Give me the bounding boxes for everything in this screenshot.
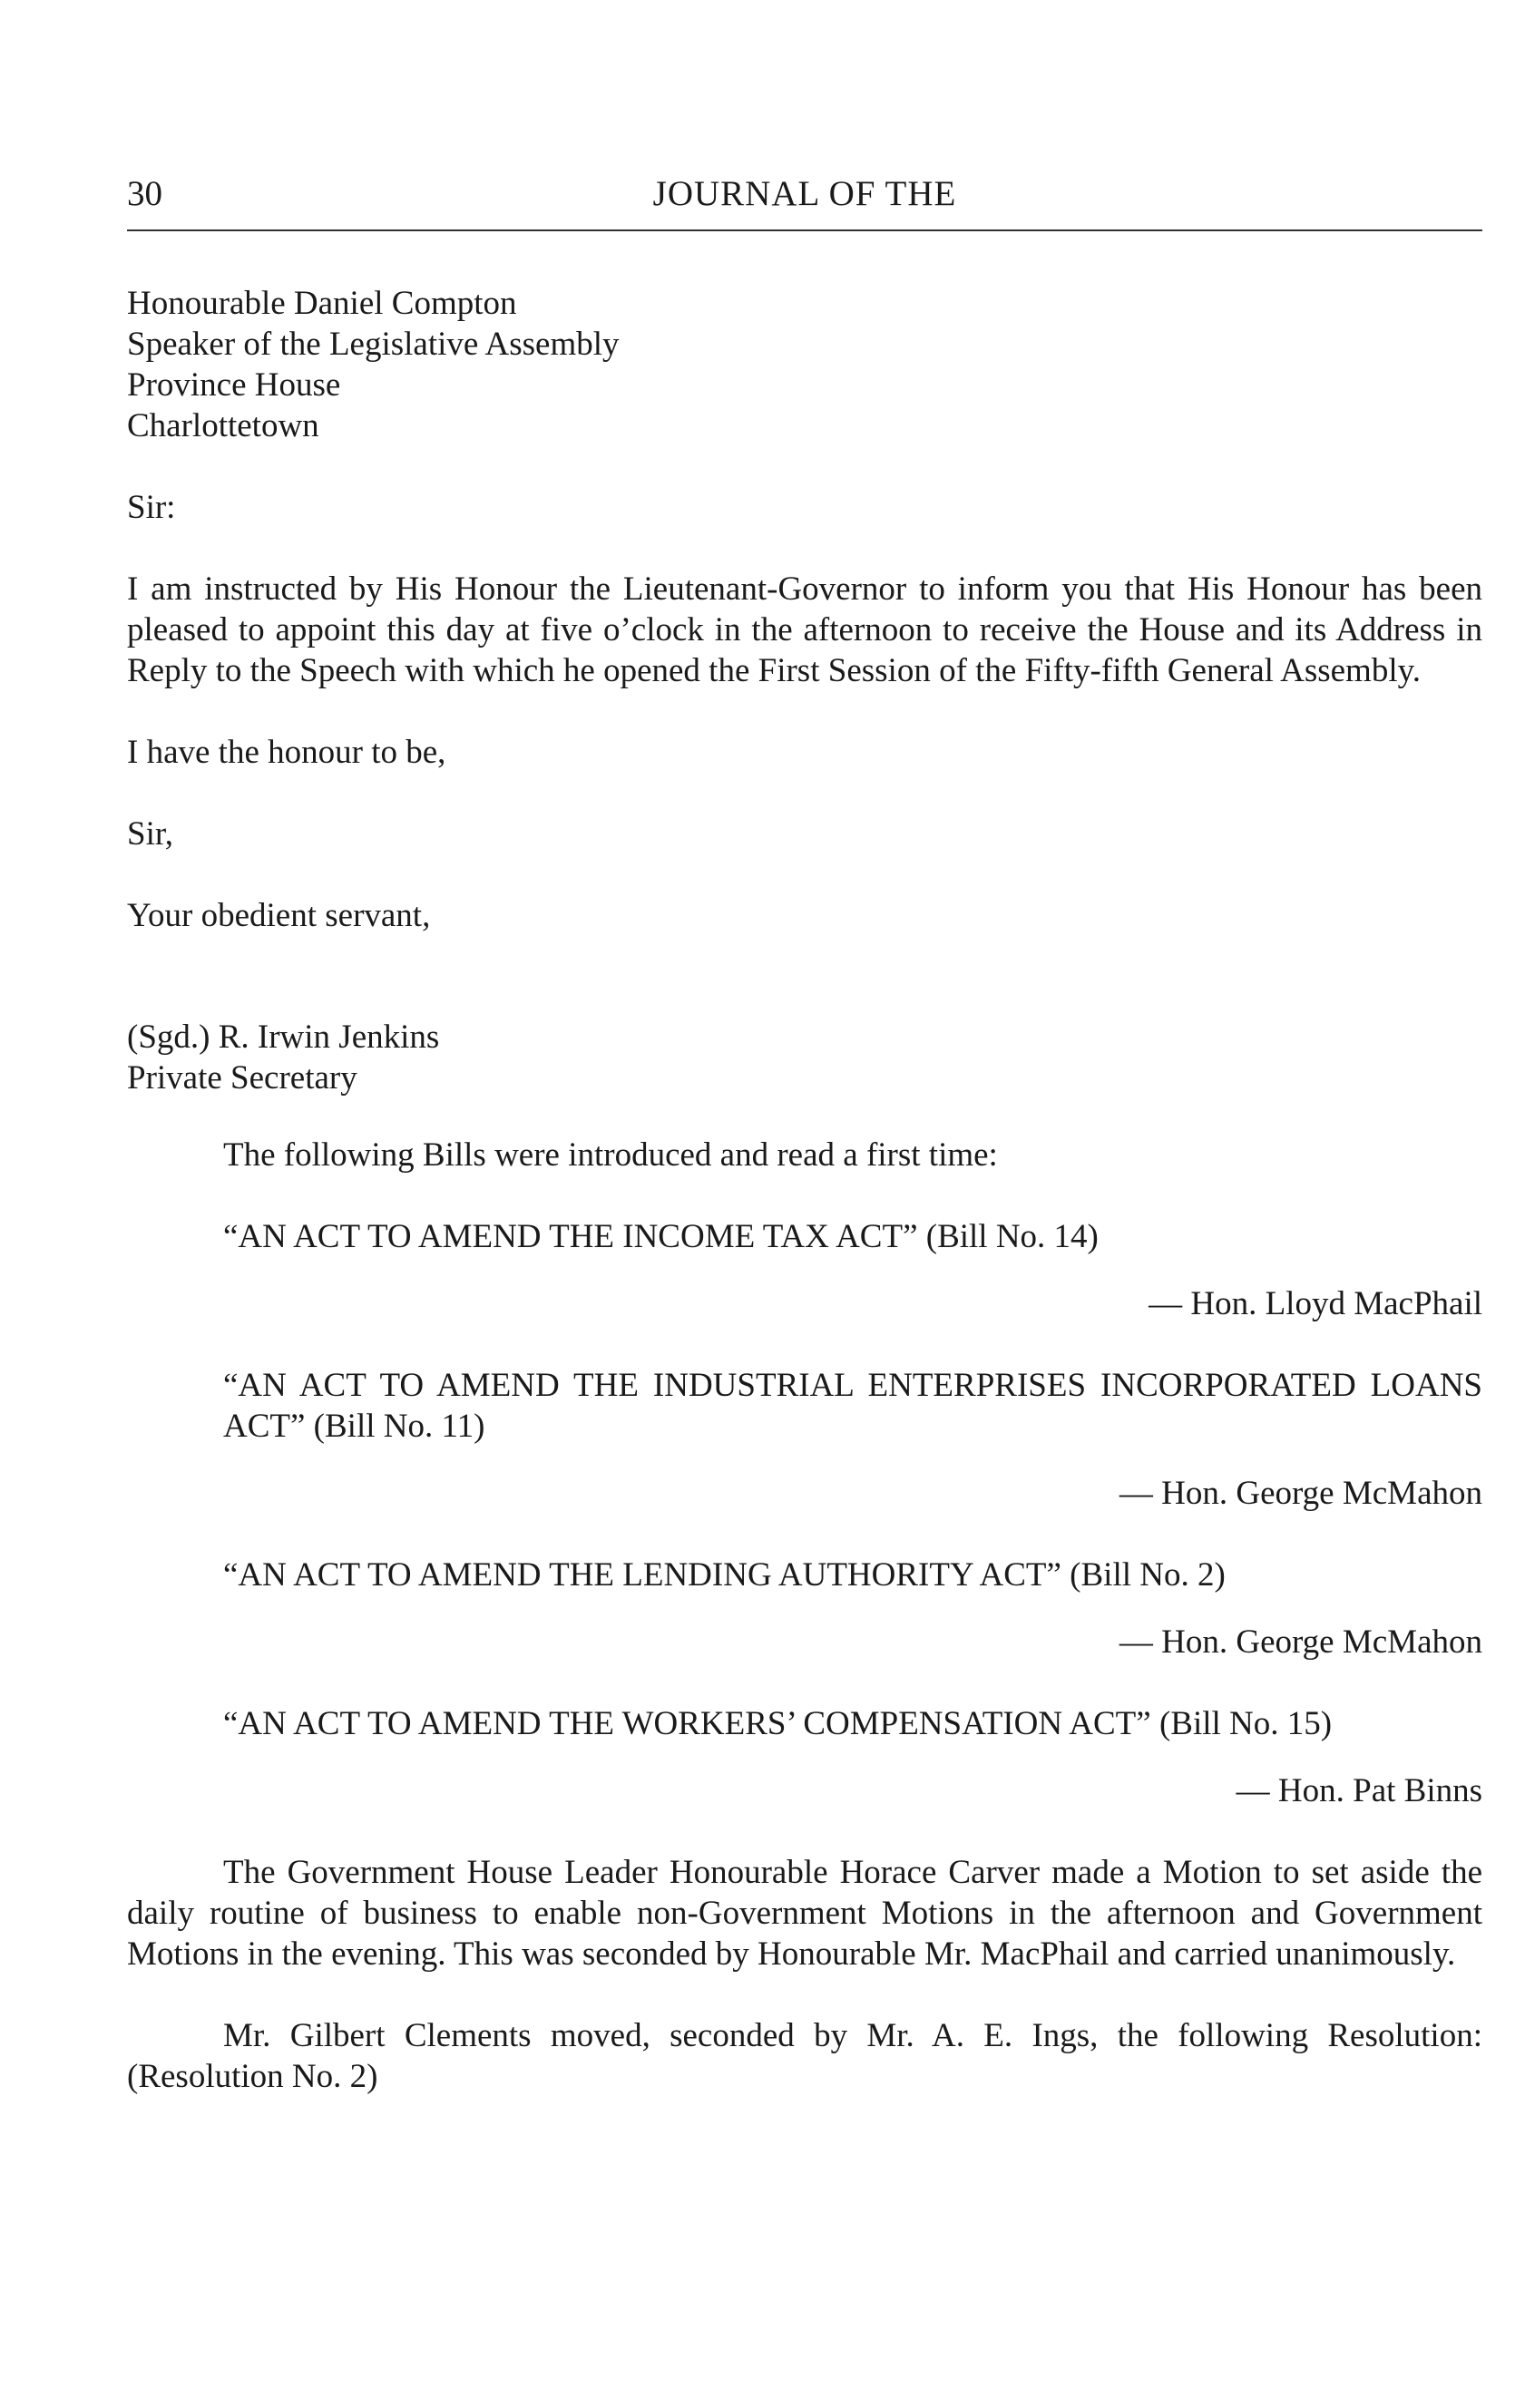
bill-sponsor: — Hon. George McMahon — [1119, 1475, 1482, 1512]
header-rule — [127, 229, 1482, 231]
address-block — [127, 283, 1482, 446]
page-header — [127, 171, 1482, 218]
bill-sponsor: — Hon. Lloyd MacPhail — [1149, 1285, 1482, 1322]
bill-entry — [127, 1216, 1482, 1324]
resolution-paragraph: Mr. Gilbert Clements moved, seconded by Mr. A. E. Ings, the following Resolution: (Resolution No. 2) — [127, 2017, 1482, 2095]
closing-line: I have the honour to be, — [127, 734, 446, 771]
signature-title: Private Secretary — [127, 1059, 357, 1097]
signature-name: (Sgd.) R. Irwin Jenkins — [127, 1019, 440, 1056]
bill-title: “AN ACT TO AMEND THE INDUSTRIAL ENTERPRISES INCORPORATED LOANS ACT” (Bill No. 11) — [223, 1367, 1482, 1445]
address-line: Speaker of the Legislative Assembly — [127, 326, 620, 363]
bill-entry — [127, 1555, 1482, 1662]
page-number: 30 — [127, 174, 162, 213]
bills-intro: The following Bills were introduced and read a first time: — [223, 1136, 998, 1174]
running-head: JOURNAL OF THE — [652, 174, 957, 213]
bill-entry — [127, 1365, 1482, 1514]
bill-sponsor: — Hon. Pat Binns — [1236, 1772, 1482, 1809]
closing-valediction: Your obedient servant, — [127, 897, 431, 934]
closing-salutation: Sir, — [127, 815, 173, 853]
bill-title: “AN ACT TO AMEND THE LENDING AUTHORITY ACT” (Bill No. 2) — [223, 1556, 1226, 1594]
page-body — [127, 283, 1482, 2097]
bill-sponsor: — Hon. George McMahon — [1119, 1623, 1482, 1661]
address-line: Province House — [127, 366, 341, 404]
address-line: Honourable Daniel Compton — [127, 285, 517, 322]
bill-title: “AN ACT TO AMEND THE WORKERS’ COMPENSATION ACT” (Bill No. 15) — [223, 1705, 1333, 1742]
letter-body: I am instructed by His Honour the Lieutenant-Governor to inform you that His Honour has been pleased to appoint this day at five o’clock in the afternoon to receive the House and its Address in Reply to the Speech with which he opened the First Session of the Fifty-fifth General Assembly. — [127, 570, 1482, 689]
salutation: Sir: — [127, 489, 176, 526]
motion-paragraph: The Government House Leader Honourable Horace Carver made a Motion to set aside the daily routine of business to enable non-Government Motions in the afternoon and Government Motions in the evening. This was seconded by Honourable Mr. MacPhail and carried unanimously. — [127, 1854, 1482, 1973]
bill-entry — [127, 1703, 1482, 1811]
address-line: Charlottetown — [127, 407, 319, 444]
bill-title: “AN ACT TO AMEND THE INCOME TAX ACT” (Bill No. 14) — [223, 1218, 1099, 1255]
signature-block — [127, 1017, 1482, 1098]
